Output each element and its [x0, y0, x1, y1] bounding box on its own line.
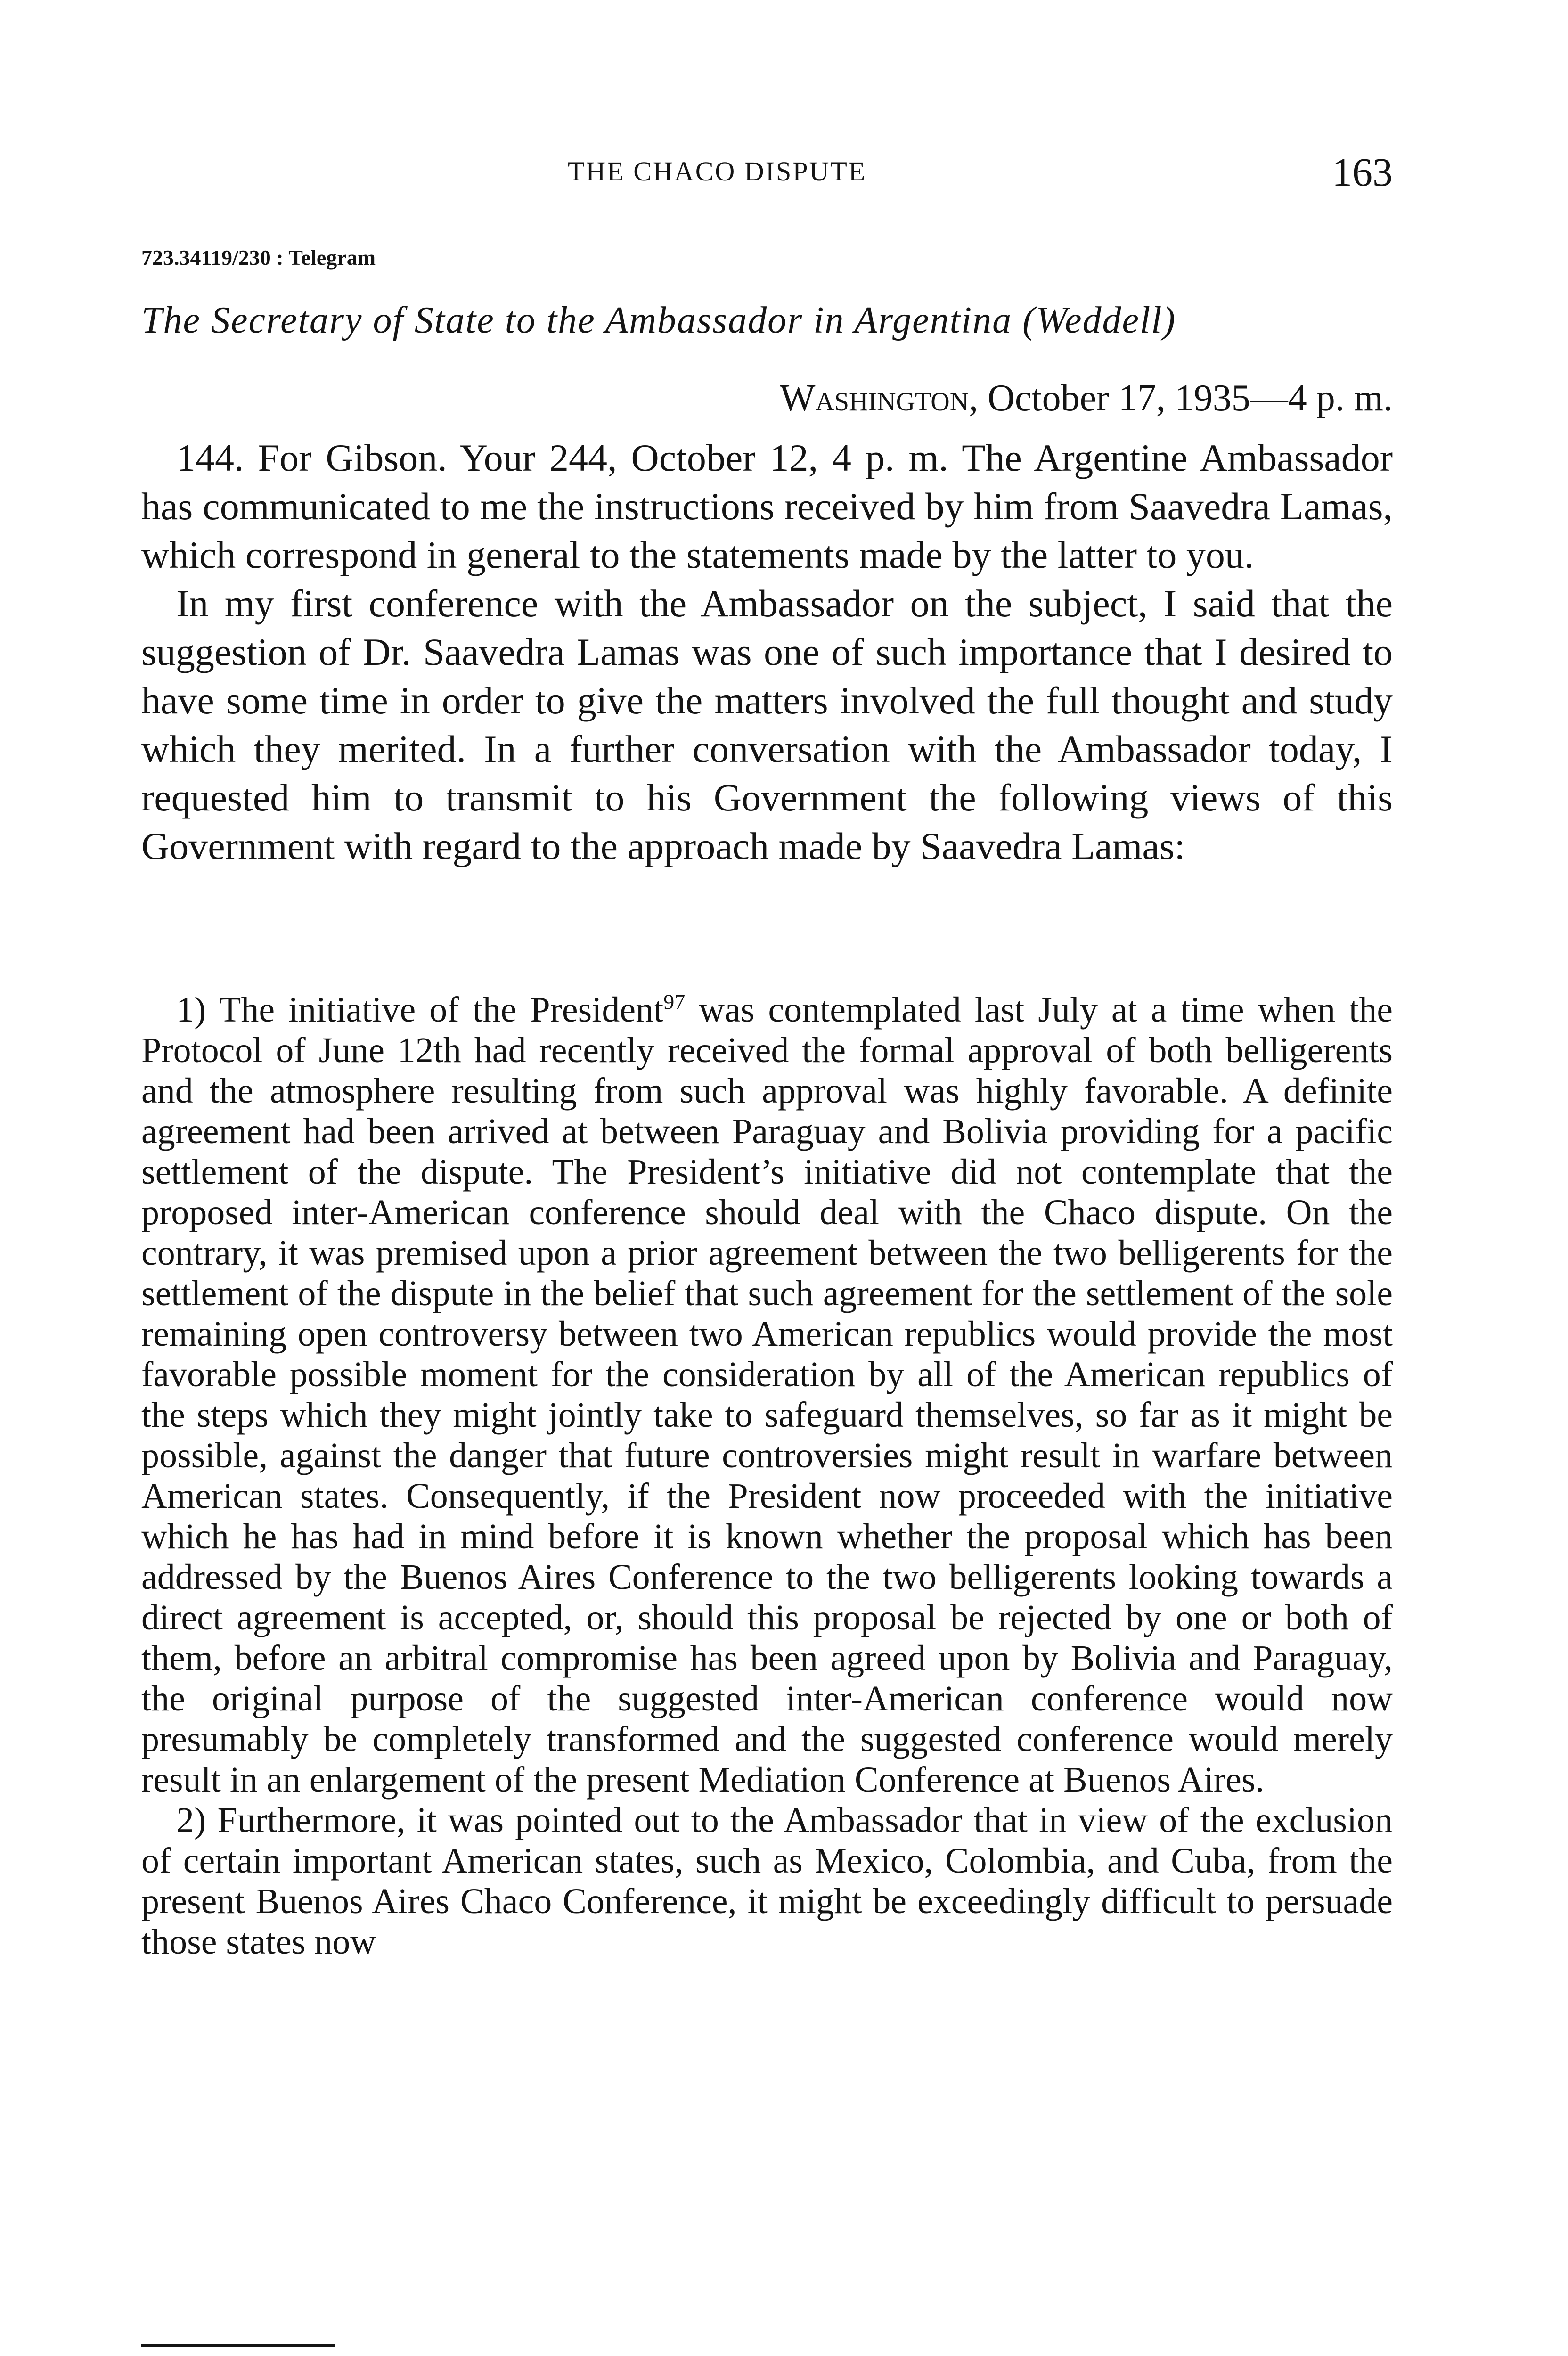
- dateline-place: Washington: [779, 377, 969, 419]
- page-number: 163: [1332, 149, 1393, 195]
- footnote-divider: [141, 2344, 335, 2347]
- quoted-paragraph-2: 2) Furthermore, it was pointed out to the Ambassador that in view of the exclusion of certain important American states, such as Mexico, Colombia, and Cuba, from the present Buenos Aires Chaco Conference, it might be exceedingly difficult to persuade those states now: [141, 1800, 1393, 1962]
- document-title: The Secretary of State to the Ambassador in Argentina (Weddell): [141, 300, 1176, 341]
- dateline-date: , October 17, 1935—4 p. m.: [969, 377, 1393, 419]
- quoted-views: [141, 990, 1393, 1962]
- quoted-paragraph-1-start: 1) The initiative of the President: [176, 990, 664, 1030]
- footnote-reference: 97: [663, 990, 686, 1014]
- paragraph: In my first conference with the Ambassador on the subject, I said that the suggestion of Dr. Saavedra Lamas was one of such importance that I desired to have some time in order to give the matters involved the full thought and study which they merited. In a further conversation with the Ambassador today, I requested him to transmit to his Government the following views of this Government with regard to the approach made by Saavedra Lamas:: [141, 582, 1393, 867]
- quoted-paragraph-1: [141, 990, 1393, 1800]
- telegram-body: [141, 434, 1393, 870]
- paragraph: 144. For Gibson. Your 244, October 12, 4 p. m. The Argentine Ambassador has communicated to me the instructions received by him from Saavedra Lamas, which correspond in general to the statements made by the latter to you.: [141, 436, 1393, 576]
- file-reference: 723.34119/230 : Telegram: [141, 245, 376, 270]
- running-title: THE CHACO DISPUTE: [568, 156, 867, 187]
- quoted-paragraph-1-rest: was contemplated last July at a time when the Protocol of June 12th had recently received the formal approval of both belligerents and the atmosphere resulting from such approval was highly favorable. A definite agreement had been arrived at between Paraguay and Bolivia providing for a pacific settlement of the dispute. The President’s initiative did not contemplate that the proposed inter-American conference should deal with the Chaco dispute. On the contrary, it was premised upon a prior agreement between the two belligerents for the settlement of the dispute in the belief that such agreement for the settlement of the sole remaining open controversy between two American republics would provide the most favorable possible moment for the consideration by all of the American republics of the steps which they might jointly take to safeguard themselves, so far as it might be possible, against the danger that future controversies might result in warfare between American states. Consequently, if the President now proceeded with the initiative which he has had in mind before it is known whether the proposal which has been addressed by the Buenos Aires Conference to the two belligerents looking towards a direct agreement is accepted, or, should this proposal be rejected by one or both of them, before an arbitral compromise has been agreed upon by Bolivia and Paraguay, the original purpose of the suggested inter-American conference would now presumably be completely transformed and the suggested conference would merely result in an enlargement of the present Mediation Conference at Buenos Aires.: [141, 990, 1393, 1800]
- dateline: [660, 377, 1393, 420]
